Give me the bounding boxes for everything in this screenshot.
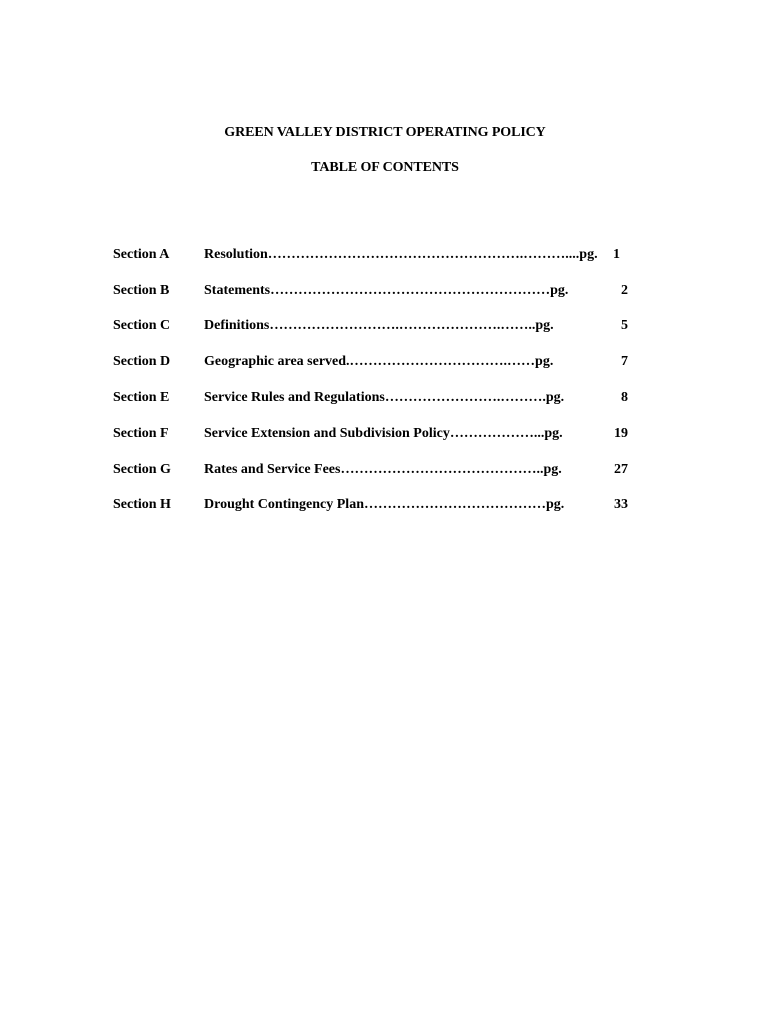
toc-page-number: 2 [621,283,628,298]
toc-row-section-b [0,283,770,303]
toc-page-number: 27 [614,462,628,477]
toc-row-section-e [0,390,770,410]
toc-page-number: 19 [614,426,628,441]
toc-entry-title: Service Extension and Subdivision Policy………………...pg. [204,426,563,441]
toc-section-label: Section D [113,354,171,369]
toc-section-label: Section C [113,318,171,333]
document-title: GREEN VALLEY DISTRICT OPERATING POLICY [224,125,546,140]
toc-row-section-g [0,462,770,482]
toc-section-label: Section H [113,497,171,512]
toc-section-label: Section G [113,462,171,477]
toc-heading: TABLE OF CONTENTS [311,160,459,175]
toc-entry-title: Service Rules and Regulations…………………….……….pg. [204,390,565,405]
toc-row-section-d [0,354,770,374]
toc-section-label: Section F [113,426,169,441]
toc-page-number: 5 [621,318,628,333]
toc-row-section-h [0,497,770,517]
toc-section-label: Section A [113,247,170,262]
toc-row-section-f [0,426,770,446]
toc-page-number: 33 [614,497,628,512]
toc-entry-title: Geographic area served.…………………………….……pg. [204,354,554,369]
toc-page-number: 7 [621,354,628,369]
toc-entry-title: Resolution……………………………………………….………....pg. [204,247,598,262]
toc-entry-title: Statements……………………………………………………pg. [204,283,569,298]
toc-row-section-a [0,247,770,267]
toc-row-section-c [0,318,770,338]
toc-section-label: Section B [113,283,170,298]
toc-entry-title: Drought Contingency Plan…………………………………pg. [204,497,565,512]
toc-page-number: 1 [613,247,620,262]
toc-section-label: Section E [113,390,170,405]
toc-entry-title: Definitions……………………….………………….……..pg. [204,318,554,333]
toc-entry-title: Rates and Service Fees……………………………………..pg. [204,462,562,477]
toc-page-number: 8 [621,390,628,405]
